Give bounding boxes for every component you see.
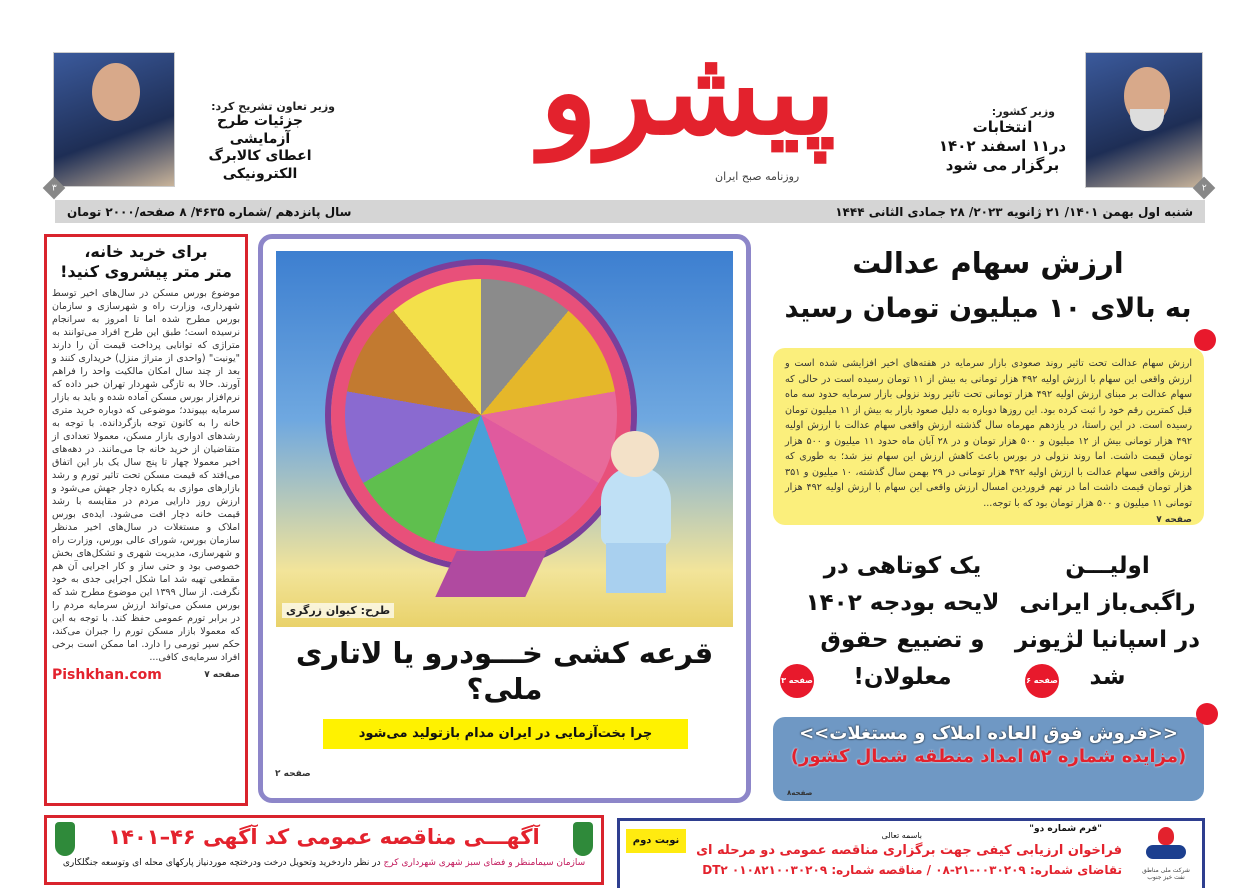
masthead-logo[interactable] bbox=[530, 12, 836, 192]
date-bar bbox=[55, 200, 1205, 223]
headline-line: و تضییع حقوق bbox=[820, 627, 985, 653]
page-badge: صفحه ۶ bbox=[1025, 664, 1059, 698]
teaser-left[interactable] bbox=[185, 100, 335, 183]
page-ref: صفحه۸ bbox=[787, 789, 813, 797]
main-headline: قرعه کشی خـــودرو یا لاتاری ملی؟ bbox=[295, 636, 714, 706]
bullet-dot-icon bbox=[1196, 703, 1218, 725]
ad-text: سازمان سیمامنظر و فضای سبز شهری شهرداری کرج در نظر داردخرید وتحویل درخت ودرختچه موردنیاز پارکهای محله ای وتوسعه جنگلکاری bbox=[62, 858, 586, 869]
headline-line: اولیـــن bbox=[1065, 553, 1150, 579]
headline-line: شد bbox=[1089, 664, 1126, 690]
summary-text: ارزش سهام عدالت تحت تاثیر روند صعودی بازار سرمایه در هفته‌های اخیر افزایشی شده است و ارزش واقعی این سهام با ارزش اولیه ۴۹۲ هزار تومانی به بیش از ۱۱ تومان رسیده است در حالی که سهام عدالت بر مبنای ارزش اولیه ۴۹۲ هزار تومانی تحت تاثیر روند نزولی بازار سرمایه حدود سه ماه قبل کمترین رقم خود را ثبت کرده بود. این روزها دوباره به دلیل صعود بازار به بیش از ۱۱ میلیون تومان رسیده است. در این راستا، در یازدهم مهرماه سال گذشته ارزش واقعی سهام عدالت با ارزش اولیه ۴۹۲ هزار تومانی بیش از ۱۲ میلیون و ۵۰۰ هزار تومان و در ۲۸ آبان ماه حدود ۱۱ میلیون و ۵۰۰ هزار تومان قیمت داشت. اما روند نزولی در بورس باعث کاهش ارزش این سهام نیز شد؛ به طوری که ارزش واقعی سهام عدالت با ارزش اولیه ۴۹۲ هزار تومانی در ۲۹ بهمن سال گذشته، ۱۰ میلیون و ۳۵۱ هزار تومان قیمت داشت اما در نهم فروردین امسال ارزش واقعی این سهام با ارزش اولیه ۴۹۲ هزار تومانی ۱۱ میلیون و ۵۰۰ هزار تومان بود که با توجه... bbox=[785, 358, 1193, 509]
karaj-logo-icon bbox=[55, 822, 75, 856]
wheel-icon bbox=[331, 265, 631, 565]
kicker: وزیر کشور: bbox=[991, 105, 1055, 118]
headline-line: یک کوتاهی در bbox=[823, 553, 982, 579]
nioc-logo-icon bbox=[1144, 827, 1188, 863]
issue-date: شنبه اول بهمن ۱۴۰۱/ ۲۱ ژانویه ۲۰۲۳/ ۲۸ جمادی الثانی ۱۴۴۴ bbox=[835, 204, 1193, 219]
headline-line: لایحه بودجه ۱۴۰۲ bbox=[805, 590, 1000, 616]
labor-minister-photo bbox=[53, 52, 175, 187]
auction-box[interactable] bbox=[773, 717, 1204, 801]
watermark: Pishkhan.com bbox=[52, 667, 162, 683]
kicker: وزیر تعاون تشریح کرد: bbox=[211, 100, 335, 113]
karaj-logo-icon bbox=[573, 822, 593, 856]
ad-title: فراخوان ارزیابی کیفی جهت برگزاری مناقصه عمومی دو مرحله ای bbox=[696, 843, 1122, 858]
auction-line1: <<فروش فوق العاده املاک و مستغلات>> bbox=[799, 723, 1178, 744]
page-badge: صفحه ۳ bbox=[780, 664, 814, 698]
page-ref: صفحه ۷ bbox=[204, 670, 240, 680]
cartoon-credit: طرح: کیوان زرگری bbox=[282, 603, 394, 618]
interior-minister-photo bbox=[1085, 52, 1203, 188]
issue-info: سال پانزدهم /شماره ۴۶۳۵/ ۸ صفحه/۲۰۰۰ تومان bbox=[67, 204, 352, 219]
article-body: موضوع بورس مسکن در سال‌های اخیر توسط شهرداری، وزارت راه و شهرسازی و سازمان بورس مطرح شده اما تا امروز به سرانجام نرسیده است؛ طبق این طرح افراد می‌توانند به متراژی که توانایی پرداخت قیمت آن را دارند "یونیت" (واحدی از متراژ منزل) خریداری کنند و بعد از چند سال امکان مالکیت واحد را فراهم آورند. حالا به تازگی شهردار تهران خبر داده که نرم‌افزار بورس مسکن آماده شده و باید به بازار سرمایه بپیوندد؛ موضوعی که دوباره خرید متری خانه را به کانون توجه بازگردانده. با توجه به رشدهای ادواری بازار مسکن، معمولا تعدادی از متقاضیان از خرید خانه جا می‌مانند. در دهه‌های اخیر معمولا چهار تا پنج سال یک بار این اتفاق می‌افتد که قیمت مسکن تحت تاثیر تورم و رشد بازارهای موازی به یکباره دچار جهش می‌شود و ارزش روز دارایی مردم در مقایسه با رشد قیمت خانه دچار افت می‌شود. ایده‌ی بورس املاک و مستغلات در سال‌های اخیر مدنظر سازمان بورس، شورای عالی بورس، وزارت راه و شهرسازی، مدیریت شهری و تشکل‌های بخش خصوصی بود و حتی ساز و کار اجرایی آن هم مقطعی تهیه شد اما شکل اجرایی جدی به خود نگرفت. از سال ۱۳۹۹ این موضوع مطرح شد که بورس مسکن می‌تواند ارزش سرمایه مردم را در برابر تورم عمومی حفظ کند. با توجه به این که معمولا بازار مسکن تورم را جبران می‌کند، حکم سپر تورمی را دارد. اما ممکن است برخی افراد سرمایه‌ی کافی... bbox=[52, 288, 240, 663]
page-badge: ۳ bbox=[43, 177, 66, 200]
company-name: شرکت ملی مناطق نفت خیز جنوب bbox=[1142, 867, 1190, 881]
headline-line: اعطای کالابرگ bbox=[208, 148, 312, 164]
lottery-wheel-cartoon bbox=[276, 251, 733, 627]
logo-text: پیشرو bbox=[540, 22, 836, 161]
page-badge: ۲ bbox=[1193, 177, 1216, 200]
lead-story[interactable] bbox=[768, 240, 1208, 332]
bullet-dot-icon bbox=[1194, 329, 1216, 351]
headline-line: الکترونیکی bbox=[222, 165, 298, 182]
form-label: "فرم شماره دو" bbox=[1029, 824, 1102, 834]
headline-line: در اسپانیا لژیونر bbox=[1014, 627, 1201, 653]
lead-story-summary bbox=[773, 348, 1204, 525]
headline-line: معلولان! bbox=[853, 664, 952, 690]
headline-line: برای خرید خانه، bbox=[84, 242, 208, 261]
bismillah: باسمه تعالی bbox=[881, 831, 922, 840]
tagline: روزنامه صبح ایران bbox=[715, 170, 800, 183]
karaj-tender-ad[interactable] bbox=[44, 815, 604, 885]
subhead: چرا بخت‌آزمایی در ایران مدام بازتولید می‌شود bbox=[323, 719, 688, 749]
headline-line: انتخابات bbox=[972, 118, 1033, 136]
center-story[interactable] bbox=[258, 234, 751, 803]
headline-line: در۱۱ اسفند ۱۴۰۲ bbox=[938, 136, 1067, 155]
headline-line: متر متر پیشروی کنید! bbox=[60, 262, 232, 281]
page-ref: صفحه ۷ bbox=[1156, 515, 1192, 525]
headline-line: جزئیات طرح آزمایشی bbox=[217, 113, 303, 147]
teaser-right[interactable] bbox=[930, 105, 1075, 174]
ad-reference: تقاضای شماره: ۰۰۳۰۲۰۹-۲۱-۰۸ / مناقصه شماره: DT۲ ۰۱۰۸۲۱۰۰۳۰۲۰۹ bbox=[702, 863, 1122, 877]
left-column-article[interactable] bbox=[44, 234, 248, 806]
round-badge: نوبت دوم bbox=[626, 829, 686, 853]
oil-company-ad[interactable] bbox=[617, 818, 1205, 888]
story-budget[interactable] bbox=[800, 548, 1005, 696]
ad-title: آگهـــی مناقصه عمومی کد آگهی ۴۶–۱۴۰۱ bbox=[108, 825, 540, 849]
auction-line2: (مزایده شماره ۵۲ امداد منطقه شمال کشور) bbox=[790, 745, 1187, 767]
headline-line: به بالای ۱۰ میلیون تومان رسید bbox=[784, 293, 1192, 324]
page-ref: صفحه ۲ bbox=[275, 769, 311, 779]
headline-line: راگبی‌باز ایرانی bbox=[1019, 590, 1196, 616]
headline-line: ارزش سهام عدالت bbox=[852, 246, 1124, 280]
column-footer bbox=[52, 667, 240, 683]
headline-line: برگزار می شود bbox=[945, 155, 1060, 174]
